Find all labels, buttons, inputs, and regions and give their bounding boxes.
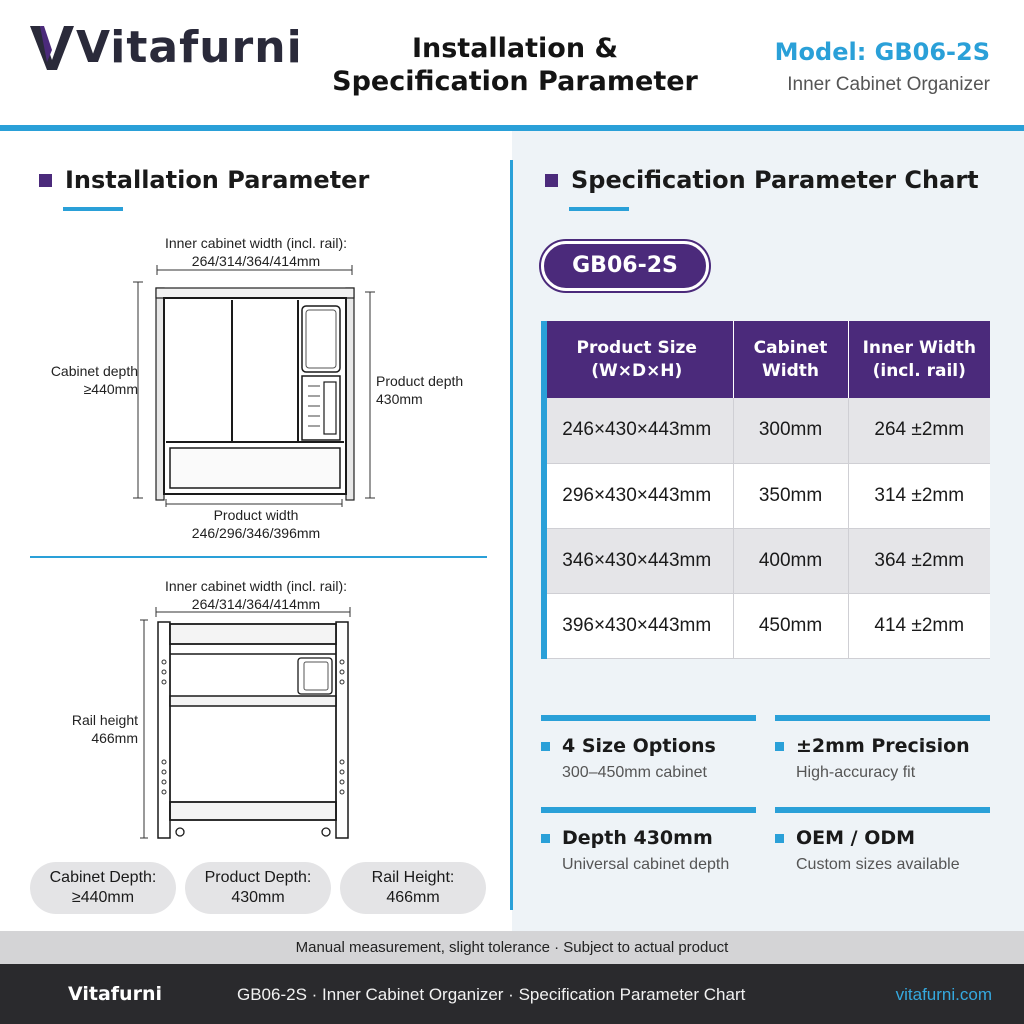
brand-name: Vitafurni [76, 22, 303, 73]
feature-bar [775, 715, 990, 721]
feature-title: 4 Size Options [562, 735, 716, 757]
heading-square-icon [545, 174, 558, 187]
product-subtitle: Inner Cabinet Organizer [787, 74, 990, 95]
product-depth-pill: Product Depth: 430mm [185, 862, 331, 914]
panel-divider [510, 160, 513, 910]
header-cabinet-width: Cabinet Width [733, 321, 848, 398]
footer-website-link[interactable]: vitafurni.com [895, 985, 992, 1004]
footer-brand: Vitafurni [68, 983, 162, 1005]
header-product-size: Product Size (W×D×H) [541, 321, 733, 398]
page-footer [0, 964, 1024, 1024]
heading-square-icon [39, 174, 52, 187]
product-width-label: Product width 246/296/346/396mm [191, 507, 321, 541]
cell-inner-width: 314 ±2mm [848, 463, 990, 528]
specification-heading-underline [569, 207, 629, 211]
top-view-diagram [130, 262, 380, 507]
bullet-square-icon [541, 742, 550, 751]
feature-oem-odm [775, 807, 990, 874]
cell-inner-width: 264 ±2mm [848, 398, 990, 463]
spec-table [541, 321, 990, 659]
table-row [541, 398, 990, 463]
table-row [541, 528, 990, 593]
feature-precision [775, 715, 990, 782]
table-accent-bar [541, 321, 547, 659]
table-header-row [541, 321, 990, 398]
rail-height-label: Rail height 466mm [71, 712, 138, 746]
cell-inner-width: 364 ±2mm [848, 528, 990, 593]
cabinet-depth-pill: Cabinet Depth: ≥440mm [30, 862, 176, 914]
model-number: Model: GB06-2S [774, 38, 990, 66]
cabinet-depth-label: Cabinet depth ≥440mm [50, 363, 138, 397]
feature-subtitle: Universal cabinet depth [562, 856, 730, 873]
feature-bar [541, 807, 756, 813]
installation-heading-underline [63, 207, 123, 211]
cell-product-size: 296×430×443mm [541, 463, 733, 528]
product-depth-label: Product depth 430mm [376, 373, 464, 407]
vitafurni-logo-icon [30, 24, 74, 72]
specification-heading-text: Specification Parameter Chart [571, 166, 979, 194]
feature-title: Depth 430mm [562, 827, 713, 849]
installation-heading-text: Installation Parameter [65, 166, 370, 194]
disclaimer-note: Manual measurement, slight tolerance · Subject to actual product [0, 931, 1024, 964]
bullet-square-icon [775, 742, 784, 751]
feature-depth [541, 807, 756, 874]
table-row [541, 593, 990, 658]
page-title [310, 32, 720, 98]
front-view-diagram [140, 606, 360, 844]
rail-height-pill: Rail Height: 466mm [340, 862, 486, 914]
cell-cabinet-width: 350mm [733, 463, 848, 528]
specification-heading [545, 166, 979, 194]
table-row [541, 463, 990, 528]
cell-product-size: 246×430×443mm [541, 398, 733, 463]
cell-product-size: 346×430×443mm [541, 528, 733, 593]
cell-product-size: 396×430×443mm [541, 593, 733, 658]
diagram-separator [30, 556, 487, 558]
footer-description: GB06-2S · Inner Cabinet Organizer · Specification Parameter Chart [237, 985, 746, 1004]
feature-subtitle: Custom sizes available [796, 856, 960, 873]
title-line-1: Installation & [411, 33, 619, 64]
page-header [0, 0, 1024, 126]
feature-size-options [541, 715, 756, 782]
cell-cabinet-width: 300mm [733, 398, 848, 463]
brand-logo[interactable] [30, 22, 303, 73]
feature-title: OEM / ODM [796, 827, 916, 849]
model-badge: GB06-2S [541, 241, 709, 291]
feature-bar [541, 715, 756, 721]
feature-subtitle: High-accuracy fit [796, 764, 916, 781]
feature-subtitle: 300–450mm cabinet [562, 764, 707, 781]
bullet-square-icon [775, 834, 784, 843]
title-line-2: Specification Parameter [332, 66, 698, 97]
installation-heading [39, 166, 369, 194]
header-inner-width: Inner Width (incl. rail) [848, 321, 990, 398]
cell-cabinet-width: 450mm [733, 593, 848, 658]
bullet-square-icon [541, 834, 550, 843]
feature-title: ±2mm Precision [796, 735, 970, 757]
bottom-inner-width-label: Inner cabinet width (incl. rail): 264/314/364/414mm [164, 578, 348, 612]
cell-cabinet-width: 400mm [733, 528, 848, 593]
top-inner-width-label: Inner cabinet width (incl. rail): 264/314/364/414mm [164, 235, 348, 269]
cell-inner-width: 414 ±2mm [848, 593, 990, 658]
feature-bar [775, 807, 990, 813]
